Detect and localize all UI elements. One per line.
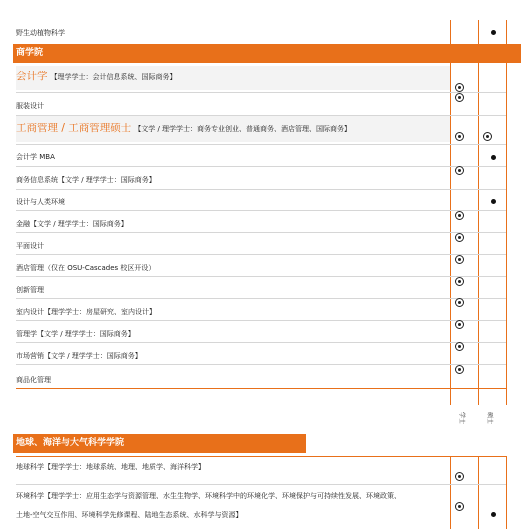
row-divider: [16, 342, 506, 343]
row-divider: [16, 364, 506, 365]
row-divider: [16, 254, 506, 255]
filled-dot-icon: [491, 155, 496, 160]
filled-dot-icon: [491, 512, 496, 517]
column-header-bachelor: 学士: [458, 412, 465, 425]
circled-dot-icon: [455, 166, 464, 175]
circled-dot-icon: [483, 132, 492, 141]
section-business: 商学院: [13, 44, 521, 63]
row-divider: [16, 166, 506, 167]
row-divider: [16, 210, 506, 211]
col-divider-4: [450, 456, 451, 529]
program-graphic-design: 平面设计: [16, 242, 44, 250]
program-design-human-env: 设计与人类环境: [16, 198, 65, 206]
row-divider: [16, 189, 506, 190]
circled-dot-icon: [455, 277, 464, 286]
row-divider: [16, 232, 506, 233]
program-finance: 金融【文学 / 理学学士：国际商务】: [16, 220, 128, 228]
table-bottom-rule: [16, 388, 506, 389]
filled-dot-icon: [491, 30, 496, 35]
program-main-label: 工商管理 / 工商管理硕士: [16, 123, 132, 134]
program-interior-design: 室内设计【理学学士：房屋研究、室内设计】: [16, 308, 156, 316]
col-divider-5: [478, 456, 479, 529]
circled-dot-icon: [455, 132, 464, 141]
circled-dot-icon: [455, 342, 464, 351]
col-divider-3: [506, 20, 507, 405]
program-bis: 商务信息系统【文学 / 理学学士：国际商务】: [16, 176, 156, 184]
circled-dot-icon: [455, 211, 464, 220]
program-accounting: [16, 71, 450, 82]
circled-dot-icon: [455, 233, 464, 242]
col-divider-1: [450, 20, 451, 405]
program-environmental-sciences: 环境科学【理学学士：应用生态学与资源管理、水生生物学、环境科学中的环境化学、环境保护与可持续性发展、环境政策、: [16, 492, 401, 500]
program-management: 管理学【文学 / 理学学士：国际商务】: [16, 330, 135, 338]
program-hospitality: 酒店管理（仅在 OSU-Cascades 校区开设）: [16, 264, 156, 272]
circled-dot-icon: [455, 365, 464, 374]
col-divider-6: [506, 456, 507, 529]
program-earth-sciences: 地球科学【理学学士：地球系统、地理、地质学、海洋科学】: [16, 463, 205, 471]
circled-dot-icon: [455, 93, 464, 102]
program-apparel: 服装设计: [16, 102, 44, 110]
program-business-admin: [16, 123, 450, 134]
row-divider: [16, 484, 506, 485]
program-wildlife: 野生动植物科学: [16, 29, 65, 37]
filled-dot-icon: [491, 199, 496, 204]
circled-dot-icon: [455, 83, 464, 92]
program-detail: 【文学 / 理学学士：商务专业创业、普通商务、酒店管理、国际商务】: [134, 125, 352, 133]
row-divider: [16, 276, 506, 277]
row-divider: [16, 92, 506, 93]
circled-dot-icon: [455, 472, 464, 481]
col-divider-2: [478, 20, 479, 405]
program-environmental-sciences-cont: 土地-空气交互作用、环境科学先修课程、陆地生态系统、水科学与资源】: [16, 511, 243, 519]
program-innovation-mgmt: 创新管理: [16, 286, 44, 294]
section-earth-ocean-atmos: 地球、海洋与大气科学学院: [13, 434, 306, 453]
circled-dot-icon: [455, 298, 464, 307]
circled-dot-icon: [455, 255, 464, 264]
column-header-master: 硕士: [486, 412, 493, 425]
circled-dot-icon: [455, 502, 464, 511]
row-divider: [16, 144, 506, 145]
program-detail: 【理学学士：会计信息系统、国际商务】: [50, 73, 177, 81]
row-divider: [16, 320, 506, 321]
program-merchandising: 商品化管理: [16, 376, 51, 384]
section-rule: [16, 456, 506, 457]
row-divider: [16, 298, 506, 299]
program-main-label: 会计学: [16, 71, 48, 82]
program-mba-accounting: 会计学 MBA: [16, 153, 55, 161]
circled-dot-icon: [455, 320, 464, 329]
program-marketing: 市场营销【文学 / 理学学士：国际商务】: [16, 352, 142, 360]
